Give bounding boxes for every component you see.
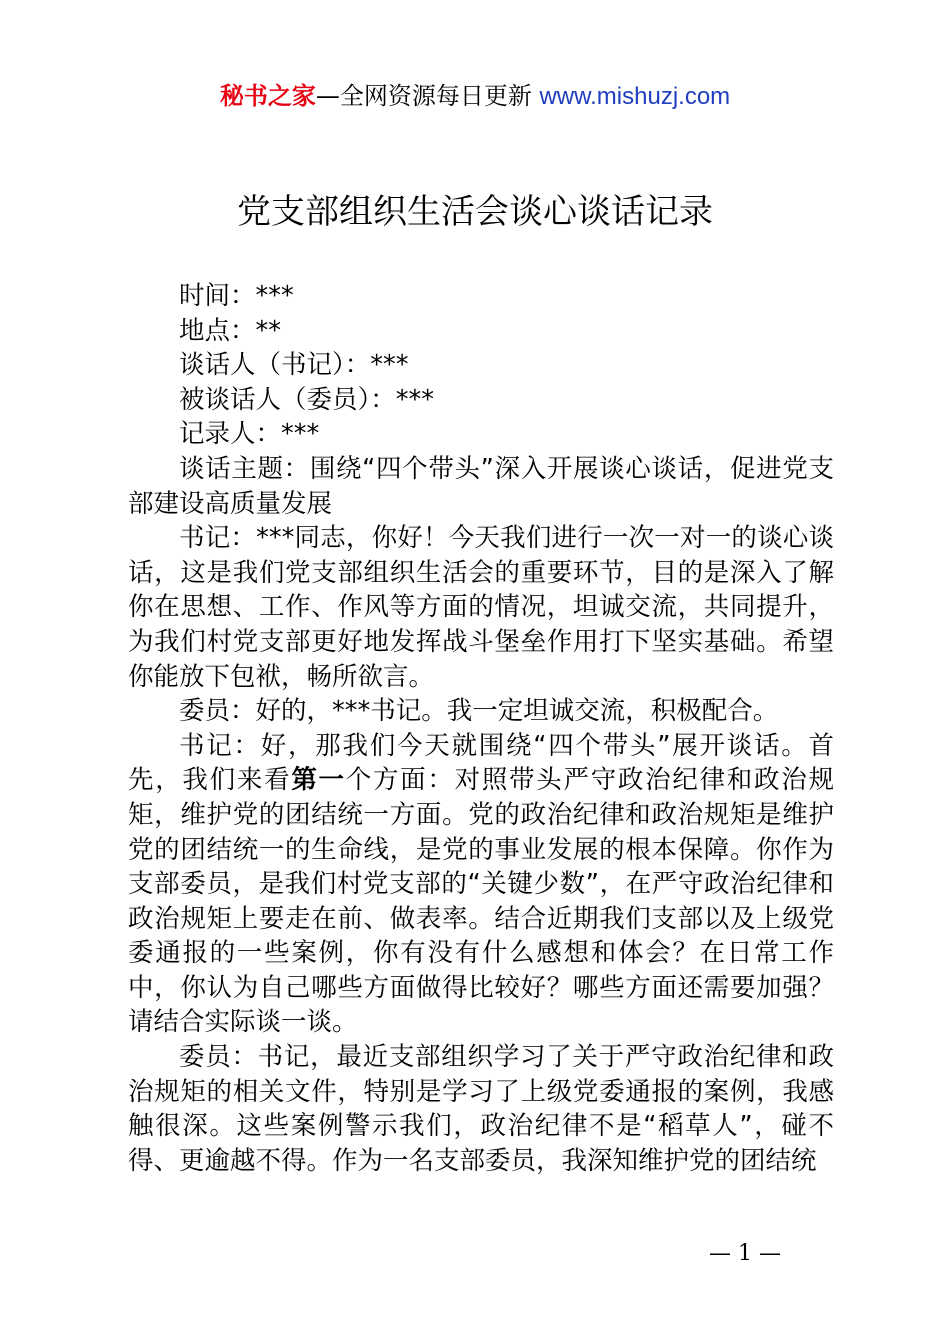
dialogue-paragraph-3-rest: 个方面：对照带头严守政治纪律和政治规矩，维护党的团结统一方面。党的政治纪律和政治规矩是维护党的团结统一的生命线，是党的事业发展的根本保障。你作为支部委员，是我们村党支部的“关键少数”，在严守政治纪律和政治规矩上要走在前、做表率。结合近期我们支部以及上级党委通报的一些案例，你有没有什么感想和体会？在日常工作中，你认为自己哪些方面做得比较好？哪些方面还需要加强？请结合实际谈一谈。	[128, 765, 834, 1038]
site-brand: 秘书之家	[219, 82, 316, 110]
document-title: 党支部组织生活会谈心谈话记录	[237, 192, 713, 232]
site-tagline: —全网资源每日更新	[315, 82, 540, 110]
document-body	[128, 279, 834, 1178]
site-url[interactable]: www.mishuzj.com	[539, 83, 731, 110]
dialogue-paragraph-3-start: 书记：好，那我们今天就围绕“四个带头”展开谈话。首先，我们来看	[128, 730, 834, 796]
meta-recorder: 记录人：***	[179, 419, 320, 450]
dialogue-paragraph-3-emphasis: 第一	[291, 765, 346, 796]
dialogue-paragraph-1: 书记：***同志，你好！今天我们进行一次一对一的谈心谈话，这是我们党支部组织生活会的重要环节，目的是深入了解你在思想、工作、作风等方面的情况，坦诚交流，共同提升，为我们村党支部更好地发挥战斗堡垒作用打下坚实基础。希望你能放下包袱，畅所欲言。	[128, 523, 834, 692]
dialogue-paragraph-2: 委员：好的，***书记。我一定坦诚交流，积极配合。	[179, 696, 779, 727]
meta-speaker: 谈话人（书记）：***	[179, 350, 409, 381]
meta-time: 时间：***	[179, 281, 294, 311]
site-banner	[0, 80, 950, 113]
dialogue-paragraph-4: 委员：书记，最近支部组织学习了关于严守政治纪律和政治规矩的相关文件，特别是学习了上级党委通报的案例，我感触很深。这些案例警示我们，政治纪律不是“稻草人”，碰不得、更逾越不得。作为一名支部委员，我深知维护党的团结统	[128, 1042, 834, 1176]
meta-listener: 被谈话人（委员）：***	[179, 384, 435, 415]
meta-place: 地点：**	[179, 315, 282, 346]
meta-topic: 谈话主题：围绕“四个带头”深入开展谈心谈话，促进党支部建设高质量发展	[128, 453, 834, 519]
page-number: — 1 —	[709, 1241, 781, 1266]
dialogue-paragraph-3	[128, 729, 834, 1040]
